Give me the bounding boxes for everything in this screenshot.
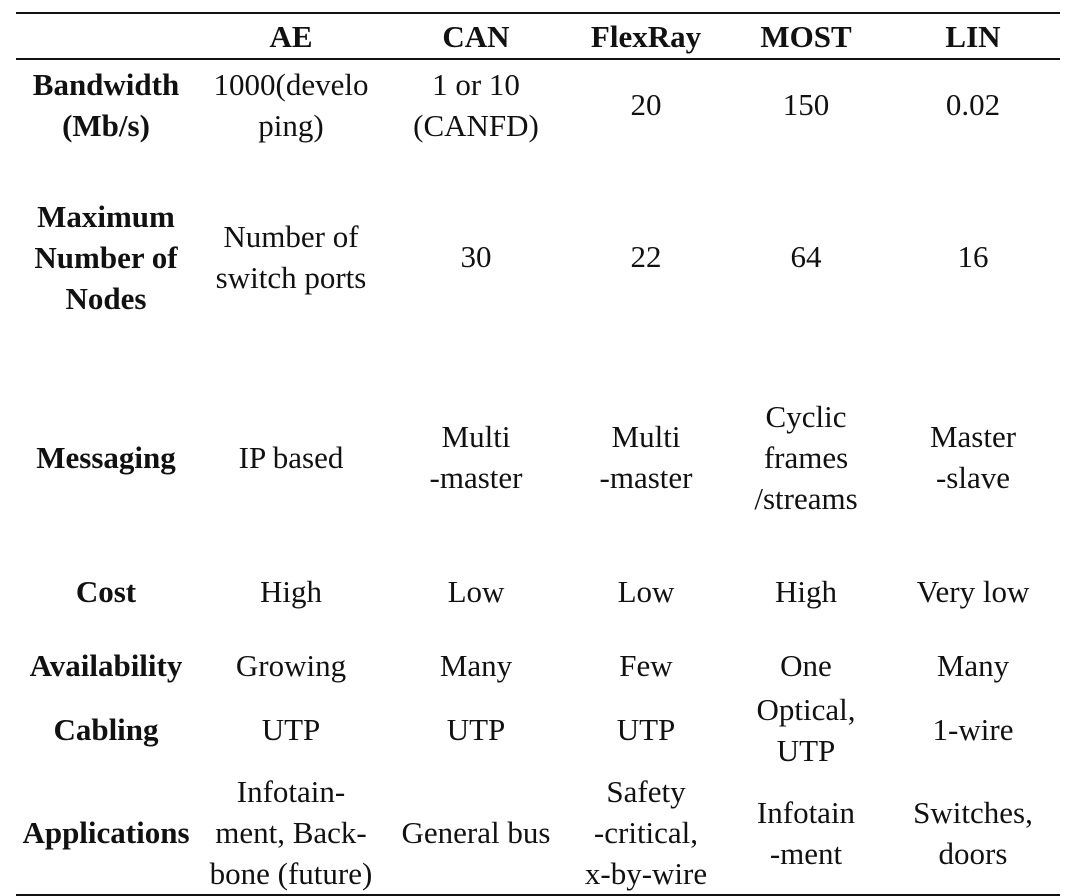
cell-bandwidth-flexray: 20	[630, 87, 662, 122]
row-label-messaging: Messaging	[36, 439, 176, 475]
network-comparison-table	[16, 12, 1060, 896]
row-label-cabling: Cabling	[53, 712, 159, 747]
cell-applications-ae: Infotain- ment, Back- bone (future)	[209, 774, 373, 891]
cell-max-nodes-flexray: 22	[630, 239, 662, 274]
cell-availability-lin: Many	[936, 647, 1010, 683]
cell-cost-can: Low	[447, 573, 505, 609]
cell-availability-can: Many	[439, 647, 513, 683]
cell-cabling-most: Optical, UTP	[756, 692, 856, 768]
cell-availability-ae: Growing	[235, 647, 347, 683]
cell-applications-can: General bus	[401, 815, 551, 850]
cell-cabling-can: UTP	[446, 712, 506, 747]
cell-max-nodes-can: 30	[460, 239, 492, 274]
cell-max-nodes-lin: 16	[957, 239, 989, 274]
row-label-availability: Availability	[29, 647, 183, 683]
header-cell-ae: AE	[269, 18, 313, 54]
cell-bandwidth-ae: 1000(develo ping)	[213, 67, 369, 143]
cell-cabling-lin: 1-wire	[932, 712, 1014, 747]
cell-cabling-ae: UTP	[261, 712, 321, 747]
cell-cost-lin: Very low	[916, 573, 1030, 609]
cell-applications-lin: Switches, doors	[913, 794, 1033, 871]
cell-messaging-lin: Master -slave	[929, 419, 1017, 495]
cell-cost-most: High	[775, 573, 837, 609]
cell-availability-most: One	[780, 647, 832, 683]
row-label-bandwidth: Bandwidth (Mb/s)	[32, 67, 180, 143]
cell-bandwidth-lin: 0.02	[945, 87, 1001, 122]
cell-messaging-can: Multi -master	[429, 419, 523, 495]
cell-bandwidth-can: 1 or 10 (CANFD)	[413, 67, 539, 143]
header-cell-corner	[16, 13, 196, 59]
comparison-table-container	[16, 12, 1060, 896]
table-row-bandwidth	[16, 59, 1060, 178]
cell-applications-flexray: Safety -critical, x-by-wire	[584, 774, 708, 891]
cell-bandwidth-most: 150	[782, 87, 830, 122]
row-label-cost: Cost	[75, 573, 137, 609]
cell-cost-ae: High	[260, 573, 322, 609]
cell-cost-flexray: Low	[617, 573, 675, 609]
cell-messaging-ae: IP based	[238, 439, 344, 475]
header-cell-lin: LIN	[945, 18, 1001, 54]
cell-messaging-flexray: Multi -master	[599, 419, 693, 495]
header-row	[16, 13, 1060, 59]
table-row-applications	[16, 771, 1060, 895]
header-cell-flexray: FlexRay	[590, 18, 702, 54]
cell-applications-most: Infotain -ment	[756, 794, 856, 871]
cell-availability-flexray: Few	[619, 647, 673, 683]
table-row-cost	[16, 541, 1060, 641]
row-label-applications: Applications	[22, 815, 190, 850]
table-row-availability	[16, 641, 1060, 689]
header-cell-most: MOST	[760, 18, 852, 54]
table-row-cabling	[16, 689, 1060, 771]
cell-max-nodes-ae: Number of switch ports	[215, 219, 367, 295]
cell-max-nodes-most: 64	[790, 239, 822, 274]
cell-cabling-flexray: UTP	[616, 712, 676, 747]
table-row-max-nodes	[16, 178, 1060, 373]
header-cell-can: CAN	[442, 18, 510, 54]
table-row-messaging	[16, 373, 1060, 541]
cell-messaging-most: Cyclic frames /streams	[754, 398, 858, 516]
row-label-max-nodes: Maximum Number of Nodes	[34, 199, 178, 316]
